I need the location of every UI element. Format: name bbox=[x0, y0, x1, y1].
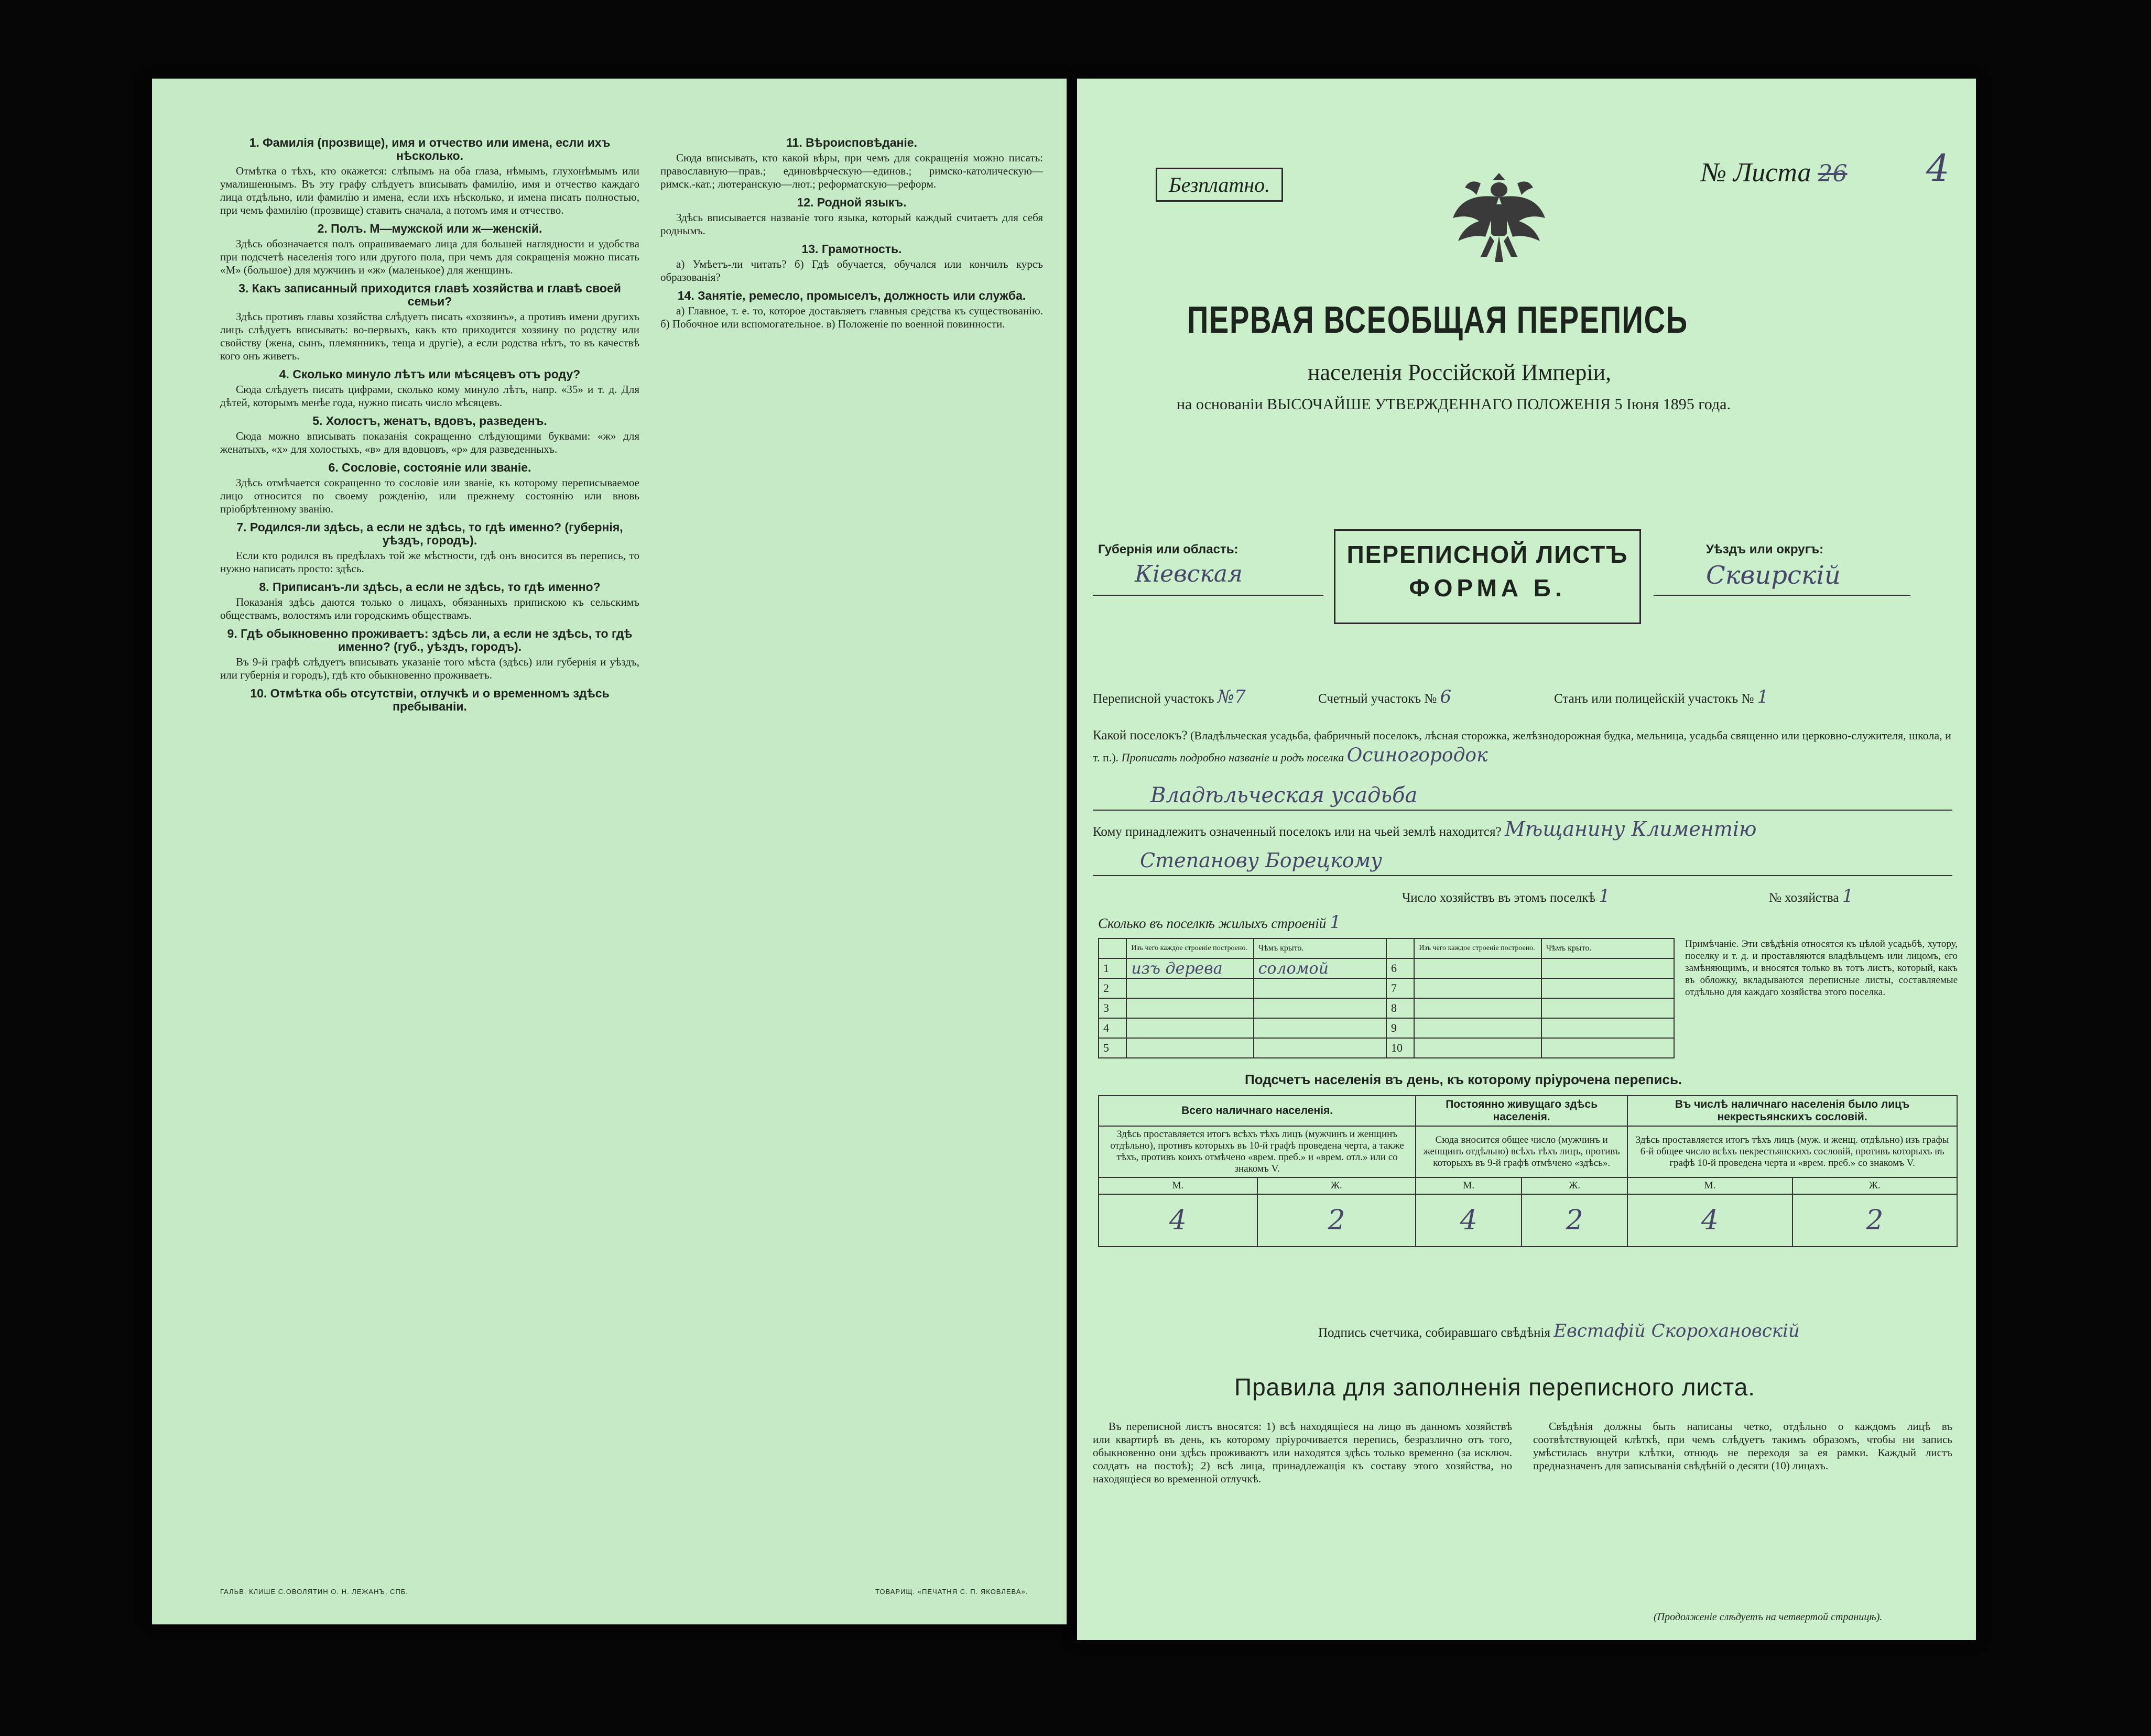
stan-label: Станъ или полицейскій участокъ № bbox=[1554, 692, 1754, 706]
c1-heading: 1. Фамилія (прозвище), имя и отчество или имена, если ихъ нѣсколько. bbox=[249, 136, 611, 162]
buildings-table bbox=[1098, 938, 1675, 1058]
guberniya-value: Кіевская bbox=[1135, 561, 1243, 587]
bld-roof-2 bbox=[1541, 978, 1674, 998]
bld-row-number-2: 8 bbox=[1386, 998, 1414, 1018]
printer-imprint-right: ТОВАРИЩ. «ПЕЧАТНЯ С. П. ЯКОВЛЕВА». bbox=[875, 1588, 1028, 1596]
document-decree-line: на основаніи ВЫСОЧАЙШЕ УТВЕРЖДЕННАГО ПОЛОЖЕНІЯ 5 Іюня 1895 года. bbox=[1177, 396, 1731, 413]
household-no-value: 1 bbox=[1842, 886, 1854, 907]
c1-body: Здѣсь отмѣчается сокращенно то сословіе или званіе, къ которому переписываемое лицо относится по своему рожденію, или прежнему состоянію или вновь пріобрѣтенному званію. bbox=[220, 476, 639, 515]
bld-material-2 bbox=[1414, 998, 1541, 1018]
household-no-label: № хозяйства bbox=[1769, 891, 1839, 905]
buildings-field bbox=[1098, 912, 1341, 933]
schetny-uchastok-field bbox=[1318, 686, 1451, 707]
pop-f-label-3: Ж. bbox=[1792, 1177, 1957, 1194]
c1-body: Здѣсь противъ главы хозяйства слѣдуетъ писать «хозяинъ», а противъ имени другихъ лицъ слѣдуетъ вписывать: во-первыхъ, какъ кто приходится хозяину по родству или свойству (жена, сынъ, племянникъ, теща и другіе), а если родства нѣтъ, то въ качествѣ кого онъ живетъ. bbox=[220, 310, 639, 362]
sheet-number-field bbox=[1701, 157, 1848, 188]
pop-nonpeasant-female: 2 bbox=[1792, 1194, 1957, 1247]
c1-body: Въ 9-й графѣ слѣдуетъ вписывать указаніе того мѣста (здѣсь) или губернія и уѣздъ, или губернія и городъ), гдѣ кто обыкновенно проживаетъ. bbox=[220, 656, 639, 681]
pop-nonpeasant-male: 4 bbox=[1627, 1194, 1792, 1247]
c2-body: Здѣсь вписывается названіе того языка, который каждый считаетъ для себя роднымъ. bbox=[660, 211, 1043, 237]
bld-roof-2 bbox=[1541, 1018, 1674, 1038]
pop-f-label-2: Ж. bbox=[1522, 1177, 1627, 1194]
c2-body: а) Умѣетъ-ли читать? б) Гдѣ обучается, обучался или кончилъ курсъ образованія? bbox=[660, 258, 1043, 283]
guberniya-underline bbox=[1093, 595, 1323, 596]
c1-heading: 8. Приписанъ-ли здѣсь, а если не здѣсь, то гдѣ именно? bbox=[259, 580, 601, 594]
owner-value-2: Степанову Борецкому bbox=[1140, 849, 1383, 872]
households-field bbox=[1402, 886, 1610, 907]
c1-body: Отмѣтка о тѣхъ, кто окажется: слѣпымъ на оба глаза, нѣмымъ, глухонѣмымъ или умалишеннымъ. Въ эту графу слѣдуетъ вписывать фамилію, имя и отчество каждаго лица отдѣльно, или фамилію и имена, если ихъ нѣсколько, и имена писать полностью, при чемъ фамилію (прозвище) ставить сначала, а потомъ имя и отчество. bbox=[220, 165, 639, 216]
pop-permanent-male: 4 bbox=[1416, 1194, 1522, 1247]
poselok-label: Какой поселокъ? bbox=[1093, 728, 1188, 743]
pop-desc-total: Здѣсь проставляется итогъ всѣхъ тѣхъ лицъ (мужчинъ и женщинъ отдѣльно), противъ которыхъ въ 10-й графѣ проведена черта, а также тѣхъ, противъ коихъ отмѣчено «врем. преб.» и «врем. отл.» или со знакомъ V. bbox=[1099, 1126, 1416, 1177]
pop-head-total: Всего наличнаго населенія. bbox=[1099, 1096, 1416, 1126]
owner-underline bbox=[1093, 875, 1952, 876]
bld-row-number: 3 bbox=[1099, 998, 1126, 1018]
pop-desc-permanent: Сюда вносится общее число (мужчинъ и женщинъ отдѣльно) всѣхъ тѣхъ лицъ, противъ которыхъ въ 9-й графѣ отмѣчено «здѣсь». bbox=[1416, 1126, 1627, 1177]
c1-heading: 10. Отмѣтка обь отсутствіи, отлучкѣ и о временномъ здѣсь пребываніи. bbox=[250, 686, 610, 713]
census-form-page bbox=[1077, 79, 1976, 1640]
bld-roof: соломой bbox=[1254, 958, 1386, 978]
c1-body: Сюда можно вписывать показанія сокращенно слѣдующими буквами: «ж» для женатыхъ, «х» для холостыхъ, «в» для вдовцовъ, «р» для разведенныхъ. bbox=[220, 430, 639, 455]
household-no-field bbox=[1769, 886, 1853, 907]
document-subtitle: населенія Россійской Имперіи, bbox=[1308, 359, 1612, 385]
bld-material bbox=[1126, 978, 1253, 998]
c1-heading: 5. Холостъ, женатъ, вдовъ, разведенъ. bbox=[312, 414, 547, 428]
perepis-uchastok-field bbox=[1093, 686, 1246, 707]
continued-note: (Продолженіе слѣдуетъ на четвертой страницѣ). bbox=[1654, 1611, 1883, 1623]
poselok-value-1: Осиногородок bbox=[1346, 745, 1488, 766]
uezd-underline bbox=[1654, 595, 1910, 596]
perepis-uchastok-label: Переписной участокъ bbox=[1093, 692, 1214, 706]
rules-text-1: Въ переписной листъ вносятся: 1) всѣ находящіеся на лицо въ данномъ хозяйствѣ или квартирѣ въ день, къ которому пріурочивается перепись, безразлично отъ того, обыкновенно они здѣсь проживаютъ или находятся здѣсь только временно (за исключ. солдатъ на постоѣ); 2) всѣ лица, принадлежащія къ составу этого хозяйства, но находящіеся во временной отлучкѣ. bbox=[1093, 1420, 1512, 1485]
pop-total-male: 4 bbox=[1099, 1194, 1257, 1247]
bld-roof bbox=[1254, 1038, 1386, 1058]
bld-roof-2 bbox=[1541, 958, 1674, 978]
schetny-uchastok-label: Счетный участокъ № bbox=[1318, 692, 1437, 706]
sheet-number-label: № Листа bbox=[1701, 158, 1811, 188]
signature-label: Подпись счетчика, собиравшаго свѣдѣнія bbox=[1318, 1326, 1550, 1340]
stan-field bbox=[1554, 686, 1768, 707]
free-of-charge-label: Безплатно. bbox=[1156, 168, 1283, 202]
bld-head-roof: Чѣмъ крыто. bbox=[1254, 938, 1386, 958]
c1-body: Здѣсь обозначается полъ опрашиваемаго лица для большей наглядности и удобства при подсчетѣ населенія того или другого пола, при чемъ для сокращенія можно писать «М» (большое) для мужчинъ и «ж» (маленькое) для женщинъ. bbox=[220, 237, 639, 276]
bld-row-number: 1 bbox=[1099, 958, 1126, 978]
c1-body: Показанія здѣсь даются только о лицахъ, обязанныхъ припискою къ сельскимъ обществамъ, волостямъ или городскимъ обществамъ. bbox=[220, 596, 639, 621]
owner-field bbox=[1093, 817, 1756, 840]
pop-total-female: 2 bbox=[1257, 1194, 1416, 1247]
c1-heading: 4. Сколько минуло лѣтъ или мѣсяцевъ отъ роду? bbox=[279, 367, 581, 381]
poselok-hint: (Владѣльческая усадьба, фабричный поселокъ, лѣсная сторожка, желѣзнодорожная будка, мельница, усадьба священно или церковно-служителя, школа, и т. п.). bbox=[1093, 729, 1951, 764]
instructions-column-2 bbox=[660, 131, 1043, 333]
pop-permanent-female: 2 bbox=[1522, 1194, 1627, 1247]
sheet-number-value: 26 bbox=[1818, 160, 1848, 187]
buildings-note: Примѣчаніе. Эти свѣдѣнія относятся къ цѣлой усадьбѣ, хутору, поселку и т. д. и проставляются владѣльцемъ или лицомъ, его замѣняющимъ, и вносятся только въ тотъ листъ, который, какъ въ обложку, вкладываются переписные листы, составляемые отдѣльно для каждаго хозяйства этого поселка. bbox=[1685, 938, 1958, 998]
building-row bbox=[1099, 998, 1674, 1018]
poselok-value-2: Владѣльческая усадьба bbox=[1150, 783, 1418, 807]
c2-heading: 14. Занятіе, ремесло, промыселъ, должность или служба. bbox=[677, 289, 1026, 302]
poselok-hint-2: Прописать подробно названіе и родъ поселка bbox=[1121, 751, 1344, 764]
bld-roof bbox=[1254, 978, 1386, 998]
owner-value-1: Мѣщанину Климентію bbox=[1504, 817, 1757, 840]
uezd-label: Уѣздъ или округъ: bbox=[1706, 542, 1824, 556]
rules-column-1 bbox=[1093, 1420, 1512, 1488]
pop-head-permanent: Постоянно живущаго здѣсь населенія. bbox=[1416, 1096, 1627, 1126]
bld-row-number-2: 10 bbox=[1386, 1038, 1414, 1058]
bld-row-number: 5 bbox=[1099, 1038, 1126, 1058]
c2-heading: 13. Грамотность. bbox=[801, 242, 902, 256]
c2-heading: 11. Вѣроисповѣданіе. bbox=[786, 136, 917, 149]
bld-roof bbox=[1254, 1018, 1386, 1038]
pop-desc-nonpeasant: Здѣсь проставляется итогъ тѣхъ лицъ (муж. и женщ. отдѣльно) изъ графы 6-й общее число всѣхъ некрестьянскихъ сословій, противъ которыхъ въ графѣ 10-й проведена черта и «врем. преб.» со знакомъ V. bbox=[1627, 1126, 1957, 1177]
guberniya-label: Губернія или область: bbox=[1098, 542, 1239, 556]
pop-m-label-3: М. bbox=[1627, 1177, 1792, 1194]
document-title: ПЕРВАЯ ВСЕОБЩАЯ ПЕРЕПИСЬ bbox=[1187, 299, 1688, 341]
bld-material: изъ дерева bbox=[1126, 958, 1253, 978]
bld-row-number-2: 9 bbox=[1386, 1018, 1414, 1038]
poselok-field bbox=[1093, 726, 1952, 768]
bld-material-2 bbox=[1414, 958, 1541, 978]
pop-m-label-1: М. bbox=[1099, 1177, 1257, 1194]
poselok-underline bbox=[1093, 810, 1952, 811]
c1-heading: 6. Сословіе, состояніе или званіе. bbox=[328, 461, 531, 474]
bld-head-what-2: Изъ чего каждое строеніе построено. bbox=[1414, 938, 1541, 958]
pop-head-nonpeasant: Въ числѣ наличнаго населенія было лицъ некрестьянскихъ сословій. bbox=[1627, 1096, 1957, 1126]
schetny-uchastok-value: 6 bbox=[1440, 686, 1452, 707]
pop-m-label-2: М. bbox=[1416, 1177, 1522, 1194]
owner-label: Кому принадлежитъ означенный поселокъ или на чьей землѣ находится? bbox=[1093, 825, 1502, 839]
rules-text-2: Свѣдѣнія должны быть написаны четко, отдѣльно о каждомъ лицѣ въ соотвѣтствующей клѣткѣ, при чемъ слѣдуетъ такимъ образомъ, чтобы ни запись умѣстилась внутри клѣтки, отнюдь не переходя за ея рамки. Каждый листъ предназначенъ для записыванія свѣдѣній о десяти (10) лицахъ. bbox=[1533, 1420, 1952, 1472]
c1-body: Сюда слѣдуетъ писать цифрами, сколько кому минуло лѣтъ, напр. «35» и т. д. Для дѣтей, которымъ менѣе года, нужно писать число мѣсяцевъ. bbox=[220, 383, 639, 409]
bld-head-roof-2: Чѣмъ крыто. bbox=[1541, 938, 1674, 958]
population-title: Подсчетъ населенія въ день, къ которому пріурочена перепись. bbox=[1245, 1072, 1682, 1087]
perepis-uchastok-value: №7 bbox=[1217, 686, 1246, 707]
c1-heading: 9. Гдѣ обыкновенно проживаетъ: здѣсь ли, а если не здѣсь, то гдѣ именно? (губ., уѣздъ, городъ). bbox=[227, 627, 633, 653]
corner-page-number: 4 bbox=[1926, 147, 1950, 190]
bld-roof-2 bbox=[1541, 1038, 1674, 1058]
form-title: ПЕРЕПИСНОЙ ЛИСТЪ bbox=[1346, 541, 1628, 568]
bld-material-2 bbox=[1414, 978, 1541, 998]
c2-heading: 12. Родной языкъ. bbox=[797, 195, 907, 209]
bld-row-number: 4 bbox=[1099, 1018, 1126, 1038]
bld-row-number-2: 7 bbox=[1386, 978, 1414, 998]
c1-heading: 2. Полъ. М—мужской или ж—женскій. bbox=[317, 222, 542, 235]
bld-material bbox=[1126, 1018, 1253, 1038]
left-instructions-page bbox=[152, 79, 1067, 1624]
pop-f-label-1: Ж. bbox=[1257, 1177, 1416, 1194]
bld-material bbox=[1126, 1038, 1253, 1058]
buildings-label: Сколько въ поселкѣ жилыхъ строеній bbox=[1098, 915, 1327, 931]
building-row bbox=[1099, 958, 1674, 978]
printer-imprint-left: ГАЛЬВ. КЛИШЕ С.ОВОЛЯТИН О. Н. ЛЕЖАНЪ, СПБ. bbox=[220, 1588, 408, 1596]
bld-row-number-2: 6 bbox=[1386, 958, 1414, 978]
building-row bbox=[1099, 1038, 1674, 1058]
uezd-value: Сквирскій bbox=[1706, 561, 1841, 590]
c2-body: а) Главное, т. е. то, которое доставляетъ главныя средства къ существованію. б) Побочное или вспомогательное. в) Положеніе по военной повинности. bbox=[660, 304, 1043, 330]
bld-material bbox=[1126, 998, 1253, 1018]
rules-title: Правила для заполненія переписного листа. bbox=[1234, 1373, 1756, 1401]
form-subtitle: ФОРМА Б. bbox=[1409, 574, 1566, 602]
instructions-column-1 bbox=[220, 131, 639, 715]
c1-body: Если кто родился въ предѣлахъ той же мѣстности, гдѣ онъ вносится въ перепись, то нужно написать просто: здѣсь. bbox=[220, 549, 639, 575]
building-row bbox=[1099, 978, 1674, 998]
rules-column-2 bbox=[1533, 1420, 1952, 1475]
households-label: Число хозяйствъ въ этомъ поселкѣ bbox=[1402, 891, 1596, 905]
bld-material-2 bbox=[1414, 1038, 1541, 1058]
bld-row-number: 2 bbox=[1099, 978, 1126, 998]
signature-value: Евстафій Скорохановскій bbox=[1554, 1320, 1800, 1341]
building-row bbox=[1099, 1018, 1674, 1038]
bld-material-2 bbox=[1414, 1018, 1541, 1038]
c1-heading: 3. Какъ записанный приходится главѣ хозяйства и главѣ своей семьи? bbox=[238, 281, 621, 308]
population-table bbox=[1098, 1095, 1958, 1247]
c2-body: Сюда вписывать, кто какой вѣры, при чемъ для сокращенія можно писать: православную—прав.; единовѣрческую—единов.; римско-католическую—римск.-кат.; лютеранскую—лют.; реформатскую—реформ. bbox=[660, 151, 1043, 190]
bld-roof bbox=[1254, 998, 1386, 1018]
bld-head-what: Изъ чего каждое строеніе построено. bbox=[1126, 938, 1253, 958]
households-value: 1 bbox=[1599, 886, 1610, 907]
stan-value: 1 bbox=[1757, 686, 1769, 707]
c1-heading: 7. Родился-ли здѣсь, а если не здѣсь, то гдѣ именно? (губернія, уѣздъ, городъ). bbox=[236, 520, 623, 547]
signature-field bbox=[1318, 1320, 1800, 1341]
imperial-eagle-emblem bbox=[1449, 162, 1549, 267]
bld-roof-2 bbox=[1541, 998, 1674, 1018]
buildings-value: 1 bbox=[1329, 912, 1341, 933]
form-title-box bbox=[1334, 529, 1641, 624]
